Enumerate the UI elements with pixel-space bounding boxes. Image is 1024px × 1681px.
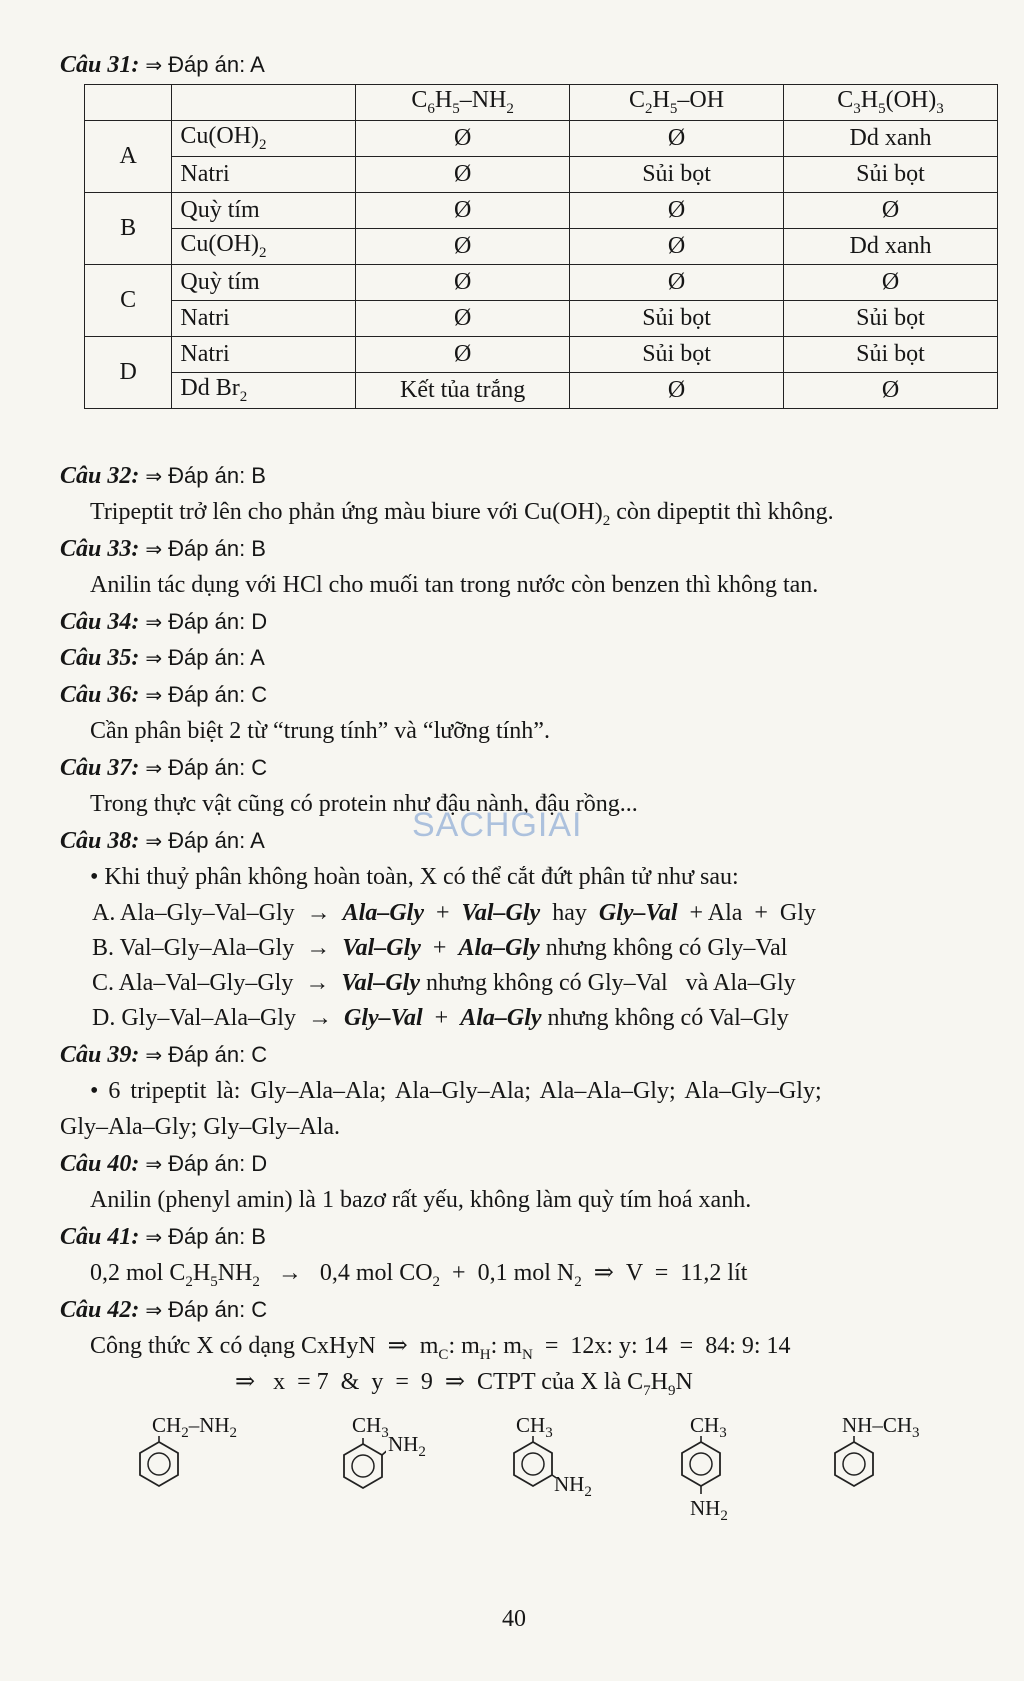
table-cell: Ø (570, 229, 784, 265)
q33-heading: Câu 33: ⇒ Đáp án: B (60, 536, 266, 562)
table-row (85, 157, 998, 193)
reagent-cell: Natri (172, 337, 356, 373)
reagent-cell: Quỳ tím (172, 265, 356, 301)
table-header: $C_3H_5(OH)_3$ (784, 85, 998, 121)
table-cell: Sủi bọt (570, 337, 784, 373)
q31-heading: Câu 31: ⇒ Đáp án: A (60, 52, 265, 78)
structure-label: $CH_3$ (690, 1413, 727, 1442)
reagent-table (84, 84, 998, 409)
table-cell: Ø (570, 265, 784, 301)
sachgiai-watermark: SACHGIAI (412, 806, 583, 844)
table-cell: Kết tủa trắng (356, 373, 570, 409)
q37-explanation: Trong thực vật cũng có protein như đậu nành, đậu rồng... (90, 791, 638, 817)
q37-heading: Câu 37: ⇒ Đáp án: C (60, 755, 268, 781)
table-cell: Ø (356, 229, 570, 265)
table-cell: Ø (570, 193, 784, 229)
q40-heading: Câu 40: ⇒ Đáp án: D (60, 1151, 268, 1177)
table-cell: Sủi bọt (784, 337, 998, 373)
q36-explanation: Cần phân biệt 2 từ “trung tính” và “lưỡng tính”. (90, 718, 550, 744)
q39-line1: • 6 tripeptit là: Gly–Ala–Ala; Ala–Gly–Ala; Ala–Ala–Gly; Ala–Gly–Gly; (90, 1078, 822, 1104)
option-label: C (85, 265, 172, 337)
table-cell: Ø (356, 301, 570, 337)
structure-label: $NH_2$ (690, 1496, 728, 1525)
q36-heading: Câu 36: ⇒ Đáp án: C (60, 682, 268, 708)
table-row (85, 265, 998, 301)
table-cell: Sủi bọt (570, 301, 784, 337)
q42-heading: Câu 42: ⇒ Đáp án: C (60, 1297, 268, 1323)
table-row (85, 193, 998, 229)
option-label: A (85, 121, 172, 193)
benzene-ring-icon (678, 1436, 724, 1496)
option-label: D (85, 337, 172, 409)
table-cell: Ø (784, 373, 998, 409)
reagent-cell: Natri (172, 157, 356, 193)
table-cell: Ø (356, 265, 570, 301)
structure-label: $NH_2$ (388, 1432, 426, 1461)
q33-explanation: Anilin tác dụng với HCl cho muối tan trong nước còn benzen thì không tan. (90, 572, 819, 598)
table-cell: Ø (784, 265, 998, 301)
table-header: $C_6H_5-NH_2$ (356, 85, 570, 121)
benzene-ring-icon (340, 1438, 386, 1494)
table-cell: Dd xanh (784, 121, 998, 157)
q38-line-c: C. Ala–Val–Gly–Gly → Val–Gly nhưng không có Gly–Val và Ala–Gly (92, 970, 796, 996)
table-row (85, 301, 998, 337)
table-cell: Ø (570, 373, 784, 409)
structure-label: $CH_3$ (516, 1413, 553, 1442)
q32-explanation: Tripeptit trở lên cho phản ứng màu biure với $Cu(OH)_2$ còn dipeptit thì không. (90, 499, 834, 529)
q38-heading: Câu 38: ⇒ Đáp án: A (60, 828, 265, 854)
page-number: 40 (502, 1606, 526, 1632)
table-cell: Sủi bọt (784, 301, 998, 337)
benzene-ring-icon (136, 1436, 182, 1492)
table-cell: Sủi bọt (784, 157, 998, 193)
q38-line-d: D. Gly–Val–Ala–Gly → Gly–Val + Ala–Gly nhưng không có Val–Gly (92, 1005, 789, 1031)
table-row (85, 337, 998, 373)
benzene-ring-icon (831, 1436, 877, 1492)
structure-label: $NH_2$ (554, 1472, 592, 1501)
table-header-row (85, 85, 998, 121)
table-row (85, 373, 998, 409)
table-cell: Ø (356, 121, 570, 157)
table-cell: Ø (356, 193, 570, 229)
q41-heading: Câu 41: ⇒ Đáp án: B (60, 1224, 266, 1250)
reagent-cell: Dd $Br_2$ (172, 373, 356, 409)
reagent-cell: $Cu(OH)_2$ (172, 229, 356, 265)
table-cell: Ø (784, 193, 998, 229)
q38-intro: • Khi thuỷ phân không hoàn toàn, X có thể cắt đứt phân tử như sau: (90, 864, 739, 890)
benzene-ring-icon (510, 1436, 556, 1492)
table-cell: Dd xanh (784, 229, 998, 265)
q40-explanation: Anilin (phenyl amin) là 1 bazơ rất yếu, không làm quỳ tím hoá xanh. (90, 1187, 752, 1213)
structure-label: $CH_3$ (352, 1413, 389, 1442)
table-cell: Ø (570, 121, 784, 157)
q39-heading: Câu 39: ⇒ Đáp án: C (60, 1042, 268, 1068)
q38-line-b: B. Val–Gly–Ala–Gly → Val–Gly + Ala–Gly nhưng không có Gly–Val (92, 935, 788, 961)
table-row (85, 121, 998, 157)
q41-calculation: 0,2 mol $C_2H_5NH_2 \to 0,4$ mol $CO_2 + 0,1$ mol $N_2$ ⇒ V = 11,2 lít (90, 1260, 748, 1290)
reagent-cell: $Cu(OH)_2$ (172, 121, 356, 157)
reagent-cell: Quỳ tím (172, 193, 356, 229)
table-cell: Sủi bọt (570, 157, 784, 193)
q42-line1: Công thức X có dạng CxHyN ⇒ $m_C$: $m_H$: $m_N = 12x$: y: 14 = 84: 9: 14 (90, 1333, 791, 1363)
table-cell: Ø (356, 337, 570, 373)
reagent-cell: Natri (172, 301, 356, 337)
q35-heading: Câu 35: ⇒ Đáp án: A (60, 645, 265, 671)
q42-line2: ⇒ x = 7 & y = 9 ⇒ CTPT của X là $C_7H_9N$ (235, 1369, 693, 1399)
table-header: $C_2H_5-OH$ (570, 85, 784, 121)
table-cell: Ø (356, 157, 570, 193)
q38-line-a: A. Ala–Gly–Val–Gly → Ala–Gly + Val–Gly hay Gly–Val + Ala + Gly (92, 900, 816, 926)
q34-heading: Câu 34: ⇒ Đáp án: D (60, 609, 268, 635)
structure-label: $CH_2-NH_2$ (152, 1413, 238, 1442)
option-label: B (85, 193, 172, 265)
structure-label: $NH-CH_3$ (842, 1413, 920, 1442)
q39-line2: Gly–Ala–Gly; Gly–Gly–Ala. (60, 1114, 340, 1140)
q32-heading: Câu 32: ⇒ Đáp án: B (60, 463, 266, 489)
table-row (85, 229, 998, 265)
